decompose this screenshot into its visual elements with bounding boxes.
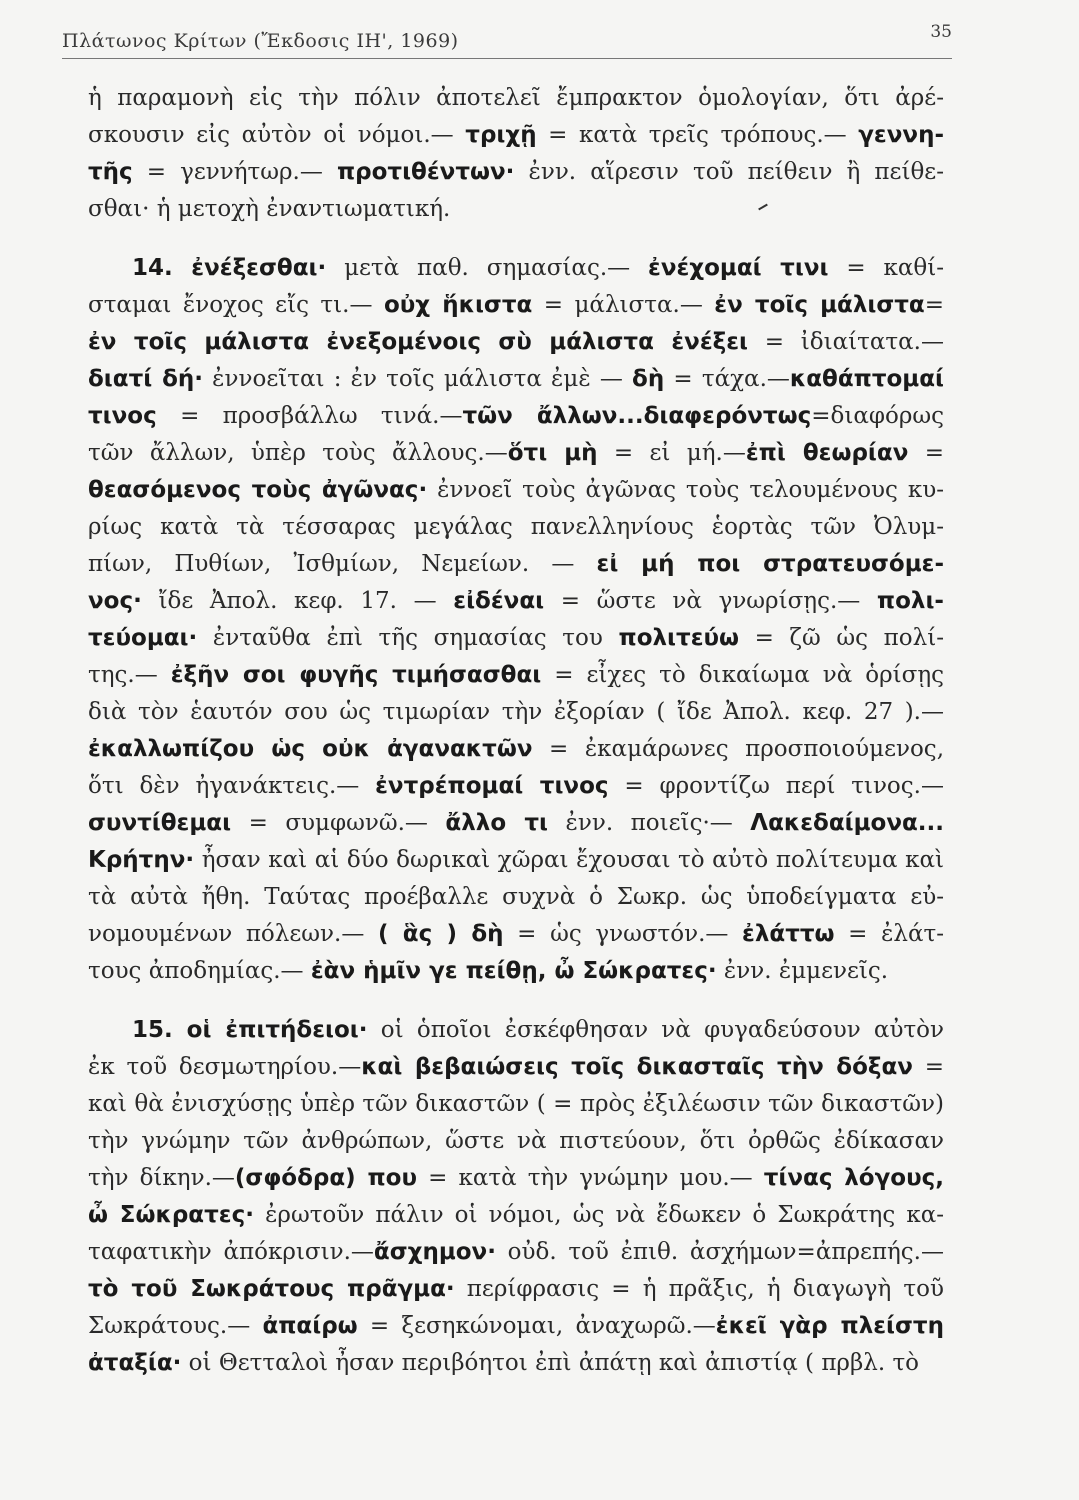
- lemma: τῶν ἄλλων...διαφερόντως: [462, 403, 812, 429]
- lemma: θεασόμενος τοὺς ἀγῶνας·: [88, 477, 428, 503]
- lemma: ἐκαλλωπίζου ὡς οὐκ ἀγανακτῶν: [88, 736, 533, 762]
- lemma: τινος: [88, 403, 157, 429]
- lemma: γεννη-: [858, 122, 944, 148]
- text-line: [88, 1197, 944, 1234]
- lemma: ἄσχημον·: [373, 1239, 496, 1265]
- text-line: [88, 435, 944, 472]
- lemma: τεύομαι·: [88, 625, 198, 651]
- lemma: ὅτι μὴ: [507, 440, 598, 466]
- text-line: [88, 1049, 944, 1086]
- gloss: ἡ παραμονὴ εἰς τὴν πόλιν ἀποτελεῖ ἔμπρακτον ὁμολογίαν, ὅτι ἀρέ-: [88, 85, 944, 111]
- lemma: ἐλάττω: [742, 921, 835, 947]
- text-line: [88, 324, 944, 361]
- gloss: οὐδ. τοῦ ἐπιθ. ἀσχήμων=ἀπρεπής.—: [495, 1239, 944, 1265]
- text-line: [88, 472, 944, 509]
- lemma: ἐν τοῖς μάλιστα ἐνεξομένοις σὺ μάλιστα ἐνέξει: [88, 329, 748, 355]
- lemma: ἐξῆν σοι φυγῆς τιμήσασθαι: [170, 662, 542, 688]
- gloss: τὰ αὐτὰ ἤθη. Ταύτας προέβαλλε συχνὰ ὁ Σωκρ. ὡς ὑποδείγματα εὐ-: [88, 884, 944, 910]
- lemma: πολιτεύω: [618, 625, 740, 651]
- text-line: [88, 1160, 944, 1197]
- gloss: ἐκ τοῦ δεσμωτηρίου.—: [88, 1054, 362, 1080]
- lemma: ( ἃς ) δὴ: [377, 921, 504, 947]
- lemma: ἀπαίρω: [262, 1313, 358, 1339]
- gloss: Σωκράτους.—: [88, 1313, 263, 1339]
- lemma: (σφόδρα) που: [234, 1165, 417, 1191]
- lemma: ἐπὶ θεωρίαν: [745, 440, 909, 466]
- text-line: [88, 1086, 944, 1123]
- gloss: ἐρωτοῦν πάλιν οἱ νόμοι, ὡς νὰ ἔδωκεν ὁ Σωκράτης κα-: [253, 1202, 944, 1228]
- gloss: = ἐλάτ-: [834, 921, 944, 947]
- gloss: ἐνν. αἵρεσιν τοῦ πείθειν ἢ πείθε-: [514, 159, 944, 185]
- gloss: =: [908, 440, 944, 466]
- gloss: = εἶχες τὸ δικαίωμα νὰ ὁρίσῃς: [541, 662, 944, 688]
- lemma: 14. ἐνέξεσθαι·: [132, 255, 327, 281]
- lemma: ἐκεῖ γὰρ πλείστη: [715, 1313, 944, 1339]
- gloss: περίφρασις = ἡ πρᾶξις, ἡ διαγωγὴ τοῦ: [454, 1276, 944, 1302]
- gloss: = κατὰ τρεῖς τρόπους.—: [536, 122, 859, 148]
- lemma: τὸ τοῦ Σωκράτους πρᾶγμα·: [88, 1276, 455, 1302]
- gloss: ρίως κατὰ τὰ τέσσαρας μεγάλας πανελληνίους ἑορτὰς τῶν Ὀλυμ-: [88, 514, 944, 540]
- text-line: [88, 657, 944, 694]
- gloss: ἐνταῦθα ἐπὶ τῆς σημασίας του: [197, 625, 619, 651]
- text-line: [88, 154, 944, 191]
- lemma: ἐντρέπομαί τινος: [375, 773, 609, 799]
- gloss: = ὥστε νὰ γνωρίσῃς.—: [544, 588, 877, 614]
- gloss: νομουμένων πόλεων.—: [88, 921, 378, 947]
- text-line: [88, 287, 944, 324]
- gloss: ἦσαν καὶ αἱ δύο δωρικαὶ χῶραι ἔχουσαι τὸ αὐτὸ πολίτευμα καὶ: [194, 847, 944, 873]
- lemma: πολι-: [876, 588, 944, 614]
- gloss: = προσβάλλω τινά.—: [156, 403, 463, 429]
- lemma: 15. οἱ ἐπιτήδειοι·: [132, 1017, 368, 1043]
- gloss: ταφατικὴν ἀπόκρισιν.—: [88, 1239, 374, 1265]
- text-line: [88, 361, 944, 398]
- gloss: = εἰ μή.—: [597, 440, 746, 466]
- lemma: δὴ: [632, 366, 665, 392]
- text-line: [88, 805, 944, 842]
- gloss: ἴδε Ἀπολ. κεφ. 17. —: [141, 588, 454, 614]
- gloss: σκουσιν εἰς αὐτὸν οἱ νόμοι.—: [88, 122, 466, 148]
- text-line: [88, 620, 944, 657]
- text-line: [88, 879, 944, 916]
- gloss: = καθί-: [828, 255, 944, 281]
- text-line: [88, 1234, 944, 1271]
- lemma: καὶ βεβαιώσεις τοῖς δικασταῖς τὴν δόξαν: [361, 1054, 913, 1080]
- gloss: σταμαι ἔνοχος εἴς τι.—: [88, 292, 384, 318]
- gloss: ἐνν. ποιεῖς·—: [548, 810, 751, 836]
- lemma: ἀταξία·: [88, 1350, 182, 1376]
- lemma: τίνας λόγους,: [763, 1165, 944, 1191]
- lemma: ἐν τοῖς μάλιστα: [714, 292, 925, 318]
- text-line: [88, 842, 944, 879]
- lemma: συντίθεμαι: [88, 810, 232, 836]
- text-line: [88, 117, 944, 154]
- gloss: = ὡς γνωστόν.—: [503, 921, 743, 947]
- lemma: ἄλλο τι: [445, 810, 548, 836]
- gloss: = ζῶ ὡς πολί-: [739, 625, 944, 651]
- gloss: = ἐκαμάρωνες προσποιούμενος,: [532, 736, 944, 762]
- lemma: νος·: [88, 588, 142, 614]
- text-line: [88, 731, 944, 768]
- lemma: εἰδέναι: [453, 588, 545, 614]
- gloss: καὶ θὰ ἐνισχύσῃς ὑπὲρ τῶν δικαστῶν ( = πρὸς ἐξιλέωσιν τῶν δικαστῶν): [88, 1091, 944, 1117]
- text-line: [88, 768, 944, 805]
- page-number: 35: [930, 22, 952, 42]
- text-line: [88, 546, 944, 583]
- gloss: = κατὰ τὴν γνώμην μου.—: [417, 1165, 764, 1191]
- text-line: [88, 509, 944, 546]
- lemma: προτιθέντων·: [336, 159, 515, 185]
- gloss: της.—: [88, 662, 171, 688]
- lemma: ἐὰν ἡμῖν γε πείθῃ, ὦ Σώκρατες·: [310, 958, 717, 984]
- lemma: ὦ Σώκρατες·: [88, 1202, 254, 1228]
- gloss: τῶν ἄλλων, ὑπὲρ τοὺς ἄλλους.—: [88, 440, 508, 466]
- commentary-text: [88, 80, 944, 1382]
- gloss: ὅτι δὲν ἠγανάκτεις.—: [88, 773, 376, 799]
- lemma: τῆς: [88, 159, 133, 185]
- lemma: οὐχ ἥκιστα: [383, 292, 533, 318]
- gloss: μετὰ παθ. σημασίας.—: [326, 255, 649, 281]
- gloss: ἐνν. ἐμμενεῖς.: [716, 958, 889, 984]
- running-header: [62, 22, 952, 58]
- paragraph-gap: [88, 228, 944, 250]
- gloss: = τάχα.—: [664, 366, 790, 392]
- header-title: Πλάτωνος Κρίτων (Ἔκδοσις ΙΗ', 1969): [62, 30, 459, 52]
- gloss: ἐννοεῖται : ἐν τοῖς μάλιστα ἐμὲ —: [203, 366, 633, 392]
- text-line: [88, 1345, 944, 1382]
- gloss: πίων, Πυθίων, Ἰσθμίων, Νεμείων. —: [88, 551, 597, 577]
- lemma: ἐνέχομαί τινι: [648, 255, 829, 281]
- text-line: [88, 953, 944, 990]
- lemma: τριχῇ: [465, 122, 537, 148]
- text-line: [88, 1123, 944, 1160]
- text-line: [88, 1012, 944, 1049]
- text-line: [88, 583, 944, 620]
- text-line: [88, 250, 944, 287]
- gloss: = φροντίζω περί τινος.—: [608, 773, 944, 799]
- text-line: [88, 916, 944, 953]
- text-line: [88, 1308, 944, 1345]
- gloss: τὴν δίκην.—: [88, 1165, 235, 1191]
- text-line: [88, 398, 944, 435]
- gloss: = μάλιστα.—: [532, 292, 715, 318]
- gloss: = ξεσηκώνομαι, ἀναχωρῶ.—: [357, 1313, 716, 1339]
- gloss: σθαι· ἡ μετοχὴ ἐναντιωματική.: [88, 196, 451, 222]
- text-line: [88, 694, 944, 731]
- text-line: [88, 1271, 944, 1308]
- paragraph-gap: [88, 990, 944, 1012]
- lemma: διατί δή·: [88, 366, 203, 392]
- lemma: εἰ μή ποι στρατευσόμε-: [596, 551, 944, 577]
- header-rule: [62, 58, 952, 59]
- gloss: = ἰδιαίτατα.—: [747, 329, 944, 355]
- text-line: [88, 191, 944, 228]
- gloss: =διαφόρως: [811, 403, 944, 429]
- gloss: =: [912, 1054, 944, 1080]
- lemma: Λακεδαίμονα...: [750, 810, 944, 836]
- text-line: [88, 80, 944, 117]
- gloss: = γεννήτωρ.—: [132, 159, 337, 185]
- lemma: Κρήτην·: [88, 847, 195, 873]
- gloss: οἱ ὁποῖοι ἐσκέφθησαν νὰ φυγαδεύσουν αὐτὸν: [367, 1017, 944, 1043]
- lemma: καθάπτομαί: [789, 366, 944, 392]
- gloss: ἐννοεῖ τοὺς ἀγῶνας τοὺς τελουμένους κυ-: [427, 477, 944, 503]
- gloss: =: [924, 292, 944, 318]
- gloss: τους ἀποδημίας.—: [88, 958, 311, 984]
- gloss: οἱ Θετταλοὶ ἦσαν περιβόητοι ἐπὶ ἀπάτῃ καὶ ἀπιστίᾳ ( πρβλ. τὸ: [181, 1350, 920, 1376]
- gloss: = συμφωνῶ.—: [231, 810, 446, 836]
- gloss: τὴν γνώμην τῶν ἀνθρώπων, ὥστε νὰ πιστεύουν, ὅτι ὀρθῶς ἐδίκασαν: [88, 1128, 944, 1154]
- gloss: διὰ τὸν ἑαυτόν σου ὡς τιμωρίαν τὴν ἐξορίαν ( ἴδε Ἀπολ. κεφ. 27 ).—: [88, 699, 944, 725]
